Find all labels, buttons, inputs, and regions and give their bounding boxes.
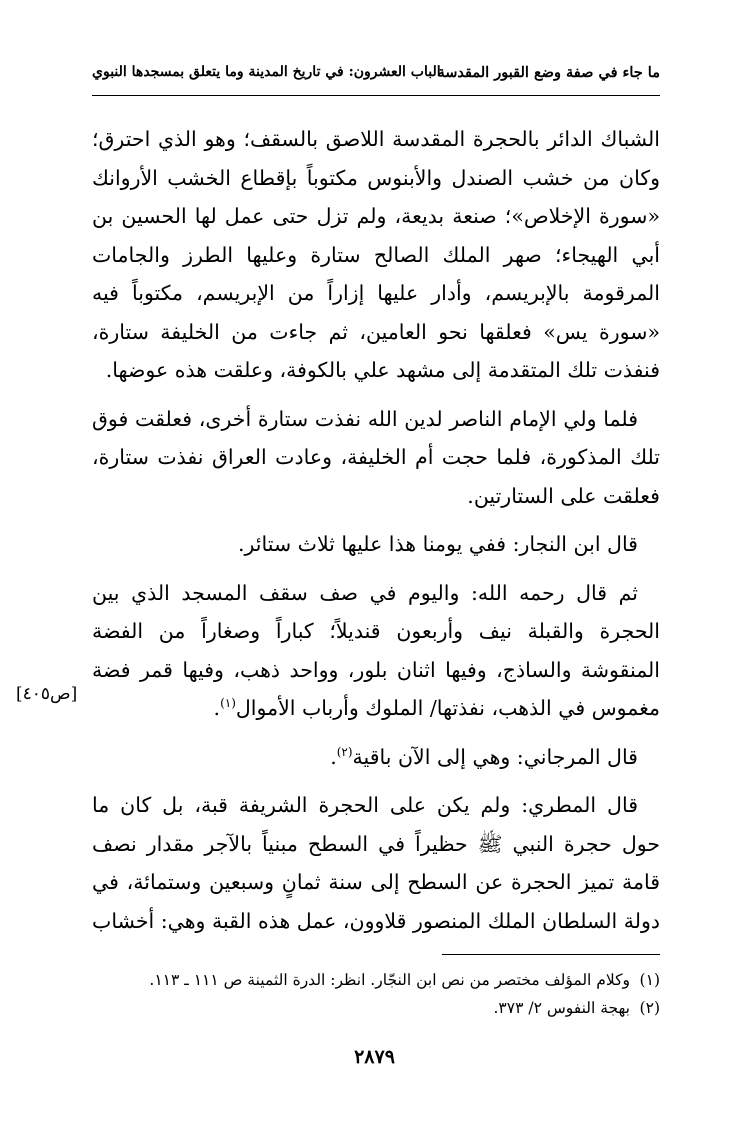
- header-divider: [92, 95, 660, 96]
- paragraph-3: قال ابن النجار: ففي يومنا هذا عليها ثلاث ستائر.: [237, 532, 638, 556]
- paragraph-2: فلما ولي الإمام الناصر لدين الله نفذت ستارة أخرى، فعلقت فوق تلك المذكورة، فلما حجت أم الخليفة، وعادت العراق نفذت ستارة، فعلقت على الستارتين.: [92, 406, 660, 508]
- margin-page-reference: [ص٤٠٥]: [16, 684, 78, 704]
- header-section-title: ما جاء في صفة وضع القبور المقدسة: [437, 64, 660, 81]
- paragraph-4: ثم قال رحمه الله: واليوم في صف سقف المسجد الذي بين الحجرة والقبلة نيف وأربعون قنديلاً؛ كباراً وصغاراً من الفضة المنقوشة والساذج، وفيها اثنان بلور، وواحد ذهب، وفيها قمر فضة مغموس في الذهب، نفذتها/ الملوك وأرباب الأموال$^{(١)}$.: [92, 580, 660, 720]
- header-chapter-title: الباب العشرون: في تاريخ المدينة وما يتعلق بمسجدها النبوي: [92, 64, 441, 80]
- footnote-ref-2: (٢): [336, 744, 353, 759]
- footnote-ref-1: (١): [220, 696, 236, 711]
- main-text: [92, 120, 660, 940]
- running-header: [92, 58, 660, 92]
- paragraph-1: الشباك الدائر بالحجرة المقدسة اللاصق بالسقف؛ وهو الذي احترق؛ وكان من خشب الصندل والأبنوس مكتوباً بإقطاع الخشب الأروانك «سورة الإخلاص»؛ صنعة بديعة، ولم تزل حتى عمل لها الحسين بن أبي الهيجاء؛ صهر الملك الصالح ستارة وعليها الطرز والجامات المرقومة بالإبريسم، وأدار عليها إزاراً من الإبريسم، مكتوباً فيه «سورة يس» فعلقها نحو العامين، ثم جاءت من الخليفة ستارة، فنفذت تلك المتقدمة إلى مشهد علي بالكوفة، وعلقت هذه عوضها.: [92, 127, 660, 382]
- page-number: ٢٨٧٩: [354, 1046, 395, 1068]
- footnote-divider: [442, 954, 660, 955]
- footnote-2: (٢)بهجة النفوس ٢/ ٣٧٣.: [493, 999, 660, 1017]
- paragraph-5: قال المرجاني: وهي إلى الآن باقية$^{(٢)}$.: [330, 744, 638, 769]
- footnotes: [92, 966, 660, 1022]
- paragraph-6: قال المطري: ولم يكن على الحجرة الشريفة قبة، بل كان ما حول حجرة النبي ﷺ حظيراً في السطح مبنياً بالآجر مقدار نصف قامة تميز الحجرة عن السطح إلى سنة ثمانٍ وسبعين وستمائة، في دولة السلطان الملك المنصور قلاوون، عمل هذه القبة وهي: أخشاب: [92, 793, 660, 933]
- footnote-1: (١)وكلام المؤلف مختصر من نص ابن النجّار. انظر: الدرة الثمينة ص ١١١ ـ ١١٣.: [149, 971, 660, 989]
